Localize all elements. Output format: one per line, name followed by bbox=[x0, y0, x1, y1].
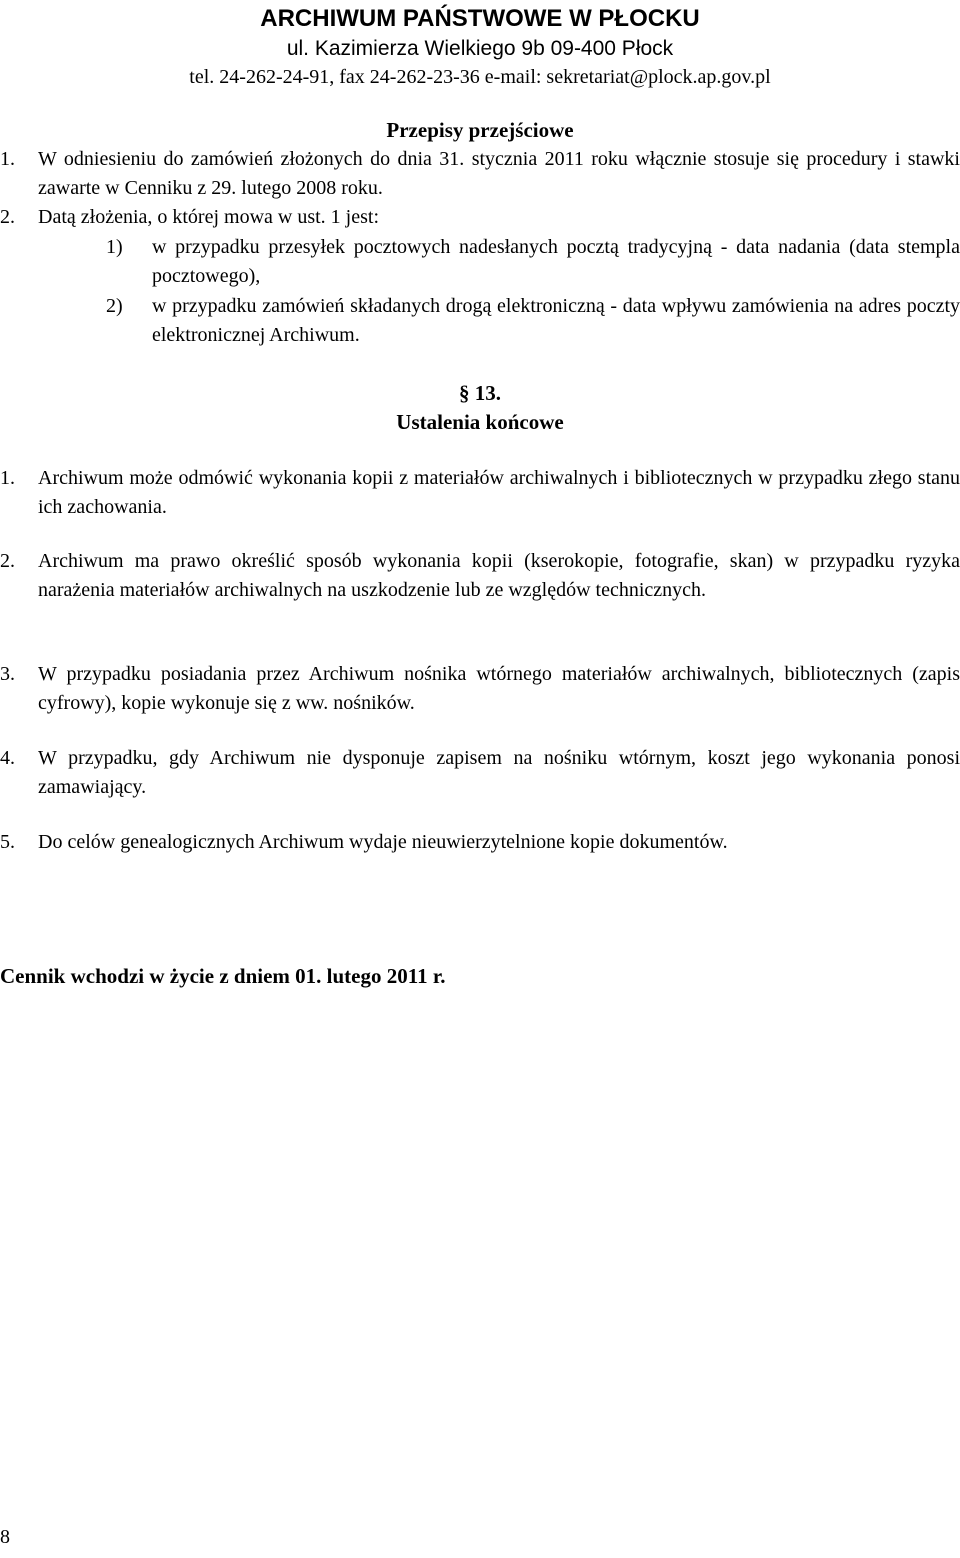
list-item bbox=[0, 203, 960, 232]
item-number: 3. bbox=[0, 663, 15, 685]
item-number: 5. bbox=[0, 831, 15, 853]
sub-item-text: w przypadku zamówień składanych drogą elektroniczną - data wpływu zamówienia na adres poczty elektronicznej Archiwum. bbox=[152, 295, 960, 346]
item-text: W przypadku, gdy Archiwum nie dysponuje zapisem na nośniku wtórnym, koszt jego wykonania ponosi zamawiający. bbox=[38, 747, 960, 798]
sub-item-number: 2) bbox=[106, 295, 123, 317]
page-number: 8 bbox=[0, 1526, 10, 1548]
section-number: § 13. bbox=[459, 381, 501, 405]
sub-item-number: 1) bbox=[106, 236, 123, 258]
item-number: 1. bbox=[0, 148, 15, 170]
item-text: W odniesieniu do zamówień złożonych do dnia 31. stycznia 2011 roku włącznie stosuje się procedury i stawki zawarte w Cenniku z 29. lutego 2008 roku. bbox=[38, 148, 960, 199]
section-title: Ustalenia końcowe bbox=[396, 410, 564, 434]
item-text: Do celów genealogicznych Archiwum wydaje nieuwierzytelnione kopie dokumentów. bbox=[38, 831, 728, 853]
item-number: 2. bbox=[0, 550, 15, 572]
list-item bbox=[0, 660, 960, 718]
transitional-title: Przepisy przejściowe bbox=[386, 118, 574, 142]
institution-contact: tel. 24-262-24-91, fax 24-262-23-36 e-mail: sekretariat@plock.ap.gov.pl bbox=[189, 66, 771, 88]
sub-list-item bbox=[0, 292, 960, 350]
item-number: 2. bbox=[0, 206, 15, 228]
list-item bbox=[0, 464, 960, 522]
item-text: Archiwum ma prawo określić sposób wykonania kopii (kserokopie, fotografie, skan) w przypadku ryzyka narażenia materiałów archiwalnych na uszkodzenie lub ze względów technicznych. bbox=[38, 550, 960, 601]
sub-item-text: w przypadku przesyłek pocztowych nadesłanych pocztą tradycyjną - data nadania (data stempla pocztowego), bbox=[152, 236, 960, 287]
item-text: W przypadku posiadania przez Archiwum nośnika wtórnego materiałów archiwalnych, bibliotecznych (zapis cyfrowy), kopie wykonuje się z ww. nośników. bbox=[38, 663, 960, 714]
letterhead bbox=[0, 4, 960, 90]
list-item bbox=[0, 828, 960, 857]
sub-list-item bbox=[0, 233, 960, 291]
list-item bbox=[0, 744, 960, 802]
list-item bbox=[0, 145, 960, 203]
effective-date-note: Cennik wchodzi w życie z dniem 01. lutego 2011 r. bbox=[0, 964, 446, 988]
item-text: Datą złożenia, o której mowa w ust. 1 jest: bbox=[38, 206, 380, 228]
item-text: Archiwum może odmówić wykonania kopii z materiałów archiwalnych i bibliotecznych w przypadku złego stanu ich zachowania. bbox=[38, 467, 960, 518]
institution-address: ul. Kazimierza Wielkiego 9b 09-400 Płock bbox=[286, 37, 674, 60]
item-number: 4. bbox=[0, 747, 15, 769]
institution-name: ARCHIWUM PAŃSTWOWE W PŁOCKU bbox=[260, 5, 700, 32]
list-item bbox=[0, 547, 960, 634]
item-number: 1. bbox=[0, 467, 15, 489]
